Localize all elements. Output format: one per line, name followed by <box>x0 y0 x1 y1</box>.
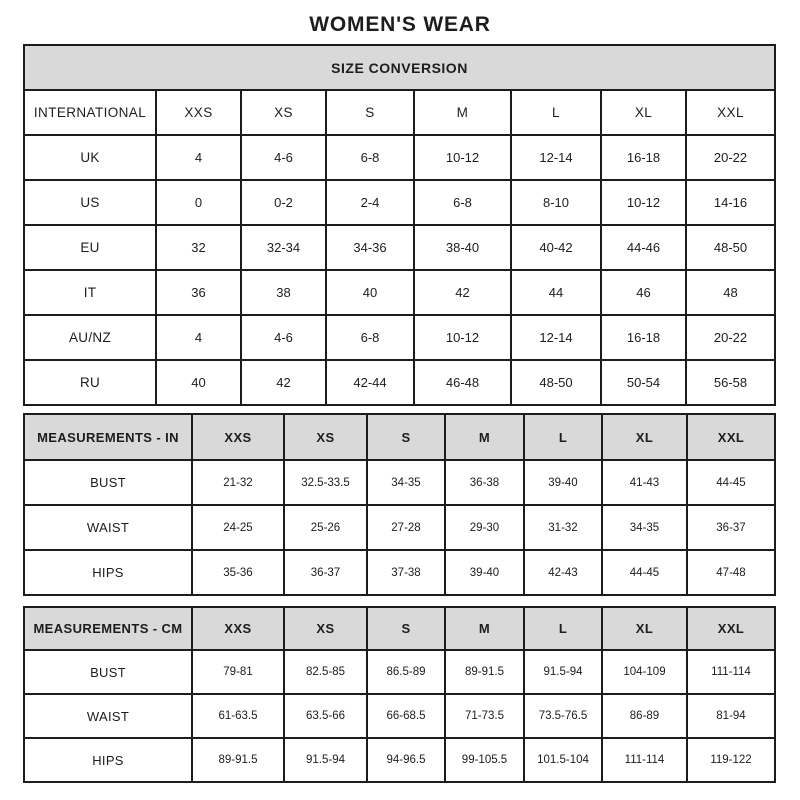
measurement-cell: 32.5-33.5 <box>284 460 367 505</box>
measurement-cell: 31-32 <box>524 505 602 550</box>
measurement-cell: 39-40 <box>524 460 602 505</box>
table-row <box>24 45 775 90</box>
column-header: M <box>445 607 524 650</box>
table-row <box>24 738 775 782</box>
row-label: US <box>24 180 156 225</box>
measurement-cell: 89-91.5 <box>445 650 524 694</box>
size-cell: 4 <box>156 135 241 180</box>
measurement-cell: 91.5-94 <box>284 738 367 782</box>
measurement-cell: 39-40 <box>445 550 524 595</box>
size-cell: 46-48 <box>414 360 511 405</box>
size-cell: 10-12 <box>414 315 511 360</box>
size-cell: 42-44 <box>326 360 414 405</box>
table-row <box>24 460 775 505</box>
column-header: XXS <box>192 414 284 460</box>
size-cell: 10-12 <box>414 135 511 180</box>
column-header: L <box>511 90 601 135</box>
measurement-cell: 81-94 <box>687 694 775 738</box>
measurement-cell: 34-35 <box>367 460 445 505</box>
measurement-cell: 35-36 <box>192 550 284 595</box>
size-cell: 14-16 <box>686 180 775 225</box>
column-header: L <box>524 414 602 460</box>
row-label: HIPS <box>24 738 192 782</box>
size-cell: 6-8 <box>326 315 414 360</box>
measurement-cell: 34-35 <box>602 505 687 550</box>
size-cell: 4 <box>156 315 241 360</box>
table-row <box>24 270 775 315</box>
row-label: HIPS <box>24 550 192 595</box>
size-cell: 34-36 <box>326 225 414 270</box>
table-row <box>24 90 775 135</box>
column-header: XXS <box>156 90 241 135</box>
measurement-cell: 42-43 <box>524 550 602 595</box>
measurement-cell: 29-30 <box>445 505 524 550</box>
measurement-cell: 111-114 <box>687 650 775 694</box>
size-cell: 0 <box>156 180 241 225</box>
measurement-cell: 44-45 <box>687 460 775 505</box>
table-row <box>24 550 775 595</box>
measurement-cell: 36-37 <box>687 505 775 550</box>
size-cell: 4-6 <box>241 135 326 180</box>
measurement-cell: 66-68.5 <box>367 694 445 738</box>
size-cell: 44 <box>511 270 601 315</box>
measurement-cell: 82.5-85 <box>284 650 367 694</box>
measurement-cell: 94-96.5 <box>367 738 445 782</box>
size-conversion-title: SIZE CONVERSION <box>24 45 775 90</box>
size-cell: 56-58 <box>686 360 775 405</box>
column-header: XXS <box>192 607 284 650</box>
measurement-cell: 24-25 <box>192 505 284 550</box>
measurement-cell: 44-45 <box>602 550 687 595</box>
size-cell: 42 <box>414 270 511 315</box>
size-cell: 12-14 <box>511 135 601 180</box>
measurement-cell: 36-38 <box>445 460 524 505</box>
row-label: BUST <box>24 460 192 505</box>
measurements-cm-title: MEASUREMENTS - CM <box>24 607 192 650</box>
size-cell: 38-40 <box>414 225 511 270</box>
table-row <box>24 607 775 650</box>
measurement-cell: 104-109 <box>602 650 687 694</box>
size-cell: 48-50 <box>511 360 601 405</box>
column-header: XS <box>284 414 367 460</box>
size-cell: 4-6 <box>241 315 326 360</box>
size-conversion-table <box>23 44 776 406</box>
measurement-cell: 111-114 <box>602 738 687 782</box>
row-label: BUST <box>24 650 192 694</box>
measurement-cell: 63.5-66 <box>284 694 367 738</box>
table-row <box>24 360 775 405</box>
measurement-cell: 47-48 <box>687 550 775 595</box>
row-label: IT <box>24 270 156 315</box>
measurement-cell: 89-91.5 <box>192 738 284 782</box>
row-label: RU <box>24 360 156 405</box>
measurements-in-table <box>23 413 776 596</box>
size-cell: 8-10 <box>511 180 601 225</box>
size-cell: 36 <box>156 270 241 315</box>
measurement-cell: 101.5-104 <box>524 738 602 782</box>
size-cell: 16-18 <box>601 315 686 360</box>
row-label: UK <box>24 135 156 180</box>
size-cell: 0-2 <box>241 180 326 225</box>
size-cell: 16-18 <box>601 135 686 180</box>
size-cell: 42 <box>241 360 326 405</box>
measurement-cell: 91.5-94 <box>524 650 602 694</box>
table-row <box>24 650 775 694</box>
column-header: S <box>326 90 414 135</box>
measurement-cell: 73.5-76.5 <box>524 694 602 738</box>
size-cell: 2-4 <box>326 180 414 225</box>
measurement-cell: 25-26 <box>284 505 367 550</box>
table-row <box>24 135 775 180</box>
measurement-cell: 99-105.5 <box>445 738 524 782</box>
size-cell: 10-12 <box>601 180 686 225</box>
row-label: EU <box>24 225 156 270</box>
column-header: M <box>445 414 524 460</box>
measurement-cell: 86-89 <box>602 694 687 738</box>
measurement-cell: 61-63.5 <box>192 694 284 738</box>
size-cell: 6-8 <box>414 180 511 225</box>
row-label: AU/NZ <box>24 315 156 360</box>
column-header: INTERNATIONAL <box>24 90 156 135</box>
column-header: XXL <box>686 90 775 135</box>
page-title: WOMEN'S WEAR <box>309 13 491 36</box>
column-header: M <box>414 90 511 135</box>
column-header: XS <box>284 607 367 650</box>
size-cell: 38 <box>241 270 326 315</box>
row-label: WAIST <box>24 505 192 550</box>
size-cell: 48-50 <box>686 225 775 270</box>
measurement-cell: 71-73.5 <box>445 694 524 738</box>
size-cell: 50-54 <box>601 360 686 405</box>
size-cell: 40-42 <box>511 225 601 270</box>
size-cell: 40 <box>326 270 414 315</box>
table-row <box>24 505 775 550</box>
column-header: XXL <box>687 414 775 460</box>
size-cell: 20-22 <box>686 135 775 180</box>
column-header: S <box>367 607 445 650</box>
measurement-cell: 27-28 <box>367 505 445 550</box>
column-header: XL <box>602 607 687 650</box>
table-row <box>24 225 775 270</box>
table-row <box>24 414 775 460</box>
column-header: XS <box>241 90 326 135</box>
column-header: XL <box>601 90 686 135</box>
size-cell: 32 <box>156 225 241 270</box>
size-cell: 48 <box>686 270 775 315</box>
size-cell: 44-46 <box>601 225 686 270</box>
measurement-cell: 119-122 <box>687 738 775 782</box>
size-cell: 40 <box>156 360 241 405</box>
table-row <box>24 694 775 738</box>
measurement-cell: 37-38 <box>367 550 445 595</box>
size-cell: 46 <box>601 270 686 315</box>
size-cell: 12-14 <box>511 315 601 360</box>
measurement-cell: 36-37 <box>284 550 367 595</box>
measurement-cell: 86.5-89 <box>367 650 445 694</box>
measurements-cm-table <box>23 606 776 783</box>
size-cell: 32-34 <box>241 225 326 270</box>
size-cell: 20-22 <box>686 315 775 360</box>
row-label: WAIST <box>24 694 192 738</box>
measurements-in-title: MEASUREMENTS - IN <box>24 414 192 460</box>
table-row <box>24 315 775 360</box>
measurement-cell: 41-43 <box>602 460 687 505</box>
size-cell: 6-8 <box>326 135 414 180</box>
column-header: L <box>524 607 602 650</box>
table-row <box>24 180 775 225</box>
column-header: XL <box>602 414 687 460</box>
measurement-cell: 79-81 <box>192 650 284 694</box>
column-header: XXL <box>687 607 775 650</box>
measurement-cell: 21-32 <box>192 460 284 505</box>
column-header: S <box>367 414 445 460</box>
